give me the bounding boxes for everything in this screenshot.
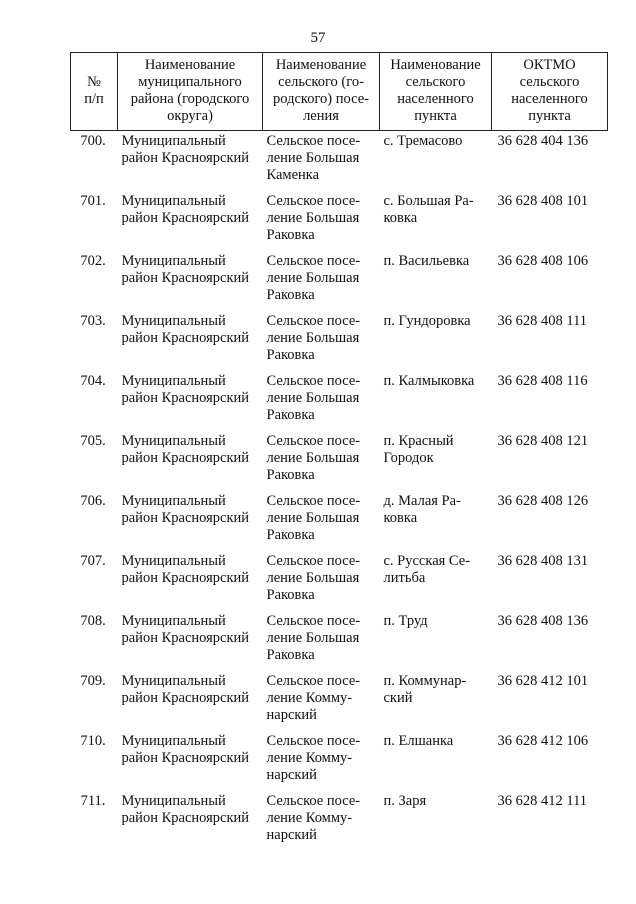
table-row bbox=[71, 373, 608, 433]
locality-name-cell bbox=[380, 733, 492, 793]
oktmo-code: 36 628 412 106 bbox=[497, 733, 589, 749]
oktmo-code-cell bbox=[492, 373, 608, 433]
row-number-cell bbox=[71, 313, 118, 373]
settlement-name: Сельское посе- ление Большая Раковка bbox=[266, 553, 361, 603]
row-number-cell bbox=[71, 131, 118, 194]
row-number-cell bbox=[71, 793, 118, 853]
header-district bbox=[118, 53, 263, 131]
district-name: Муниципальный район Красноярский bbox=[121, 253, 250, 286]
district-name-cell bbox=[118, 673, 263, 733]
oktmo-code-cell bbox=[492, 553, 608, 613]
row-number: 701. bbox=[80, 193, 106, 209]
locality-name: п. Гундоровка bbox=[383, 313, 471, 329]
settlement-name: Сельское посе- ление Большая Раковка bbox=[266, 373, 361, 423]
settlement-name: Сельское посе- ление Комму- нарский bbox=[266, 673, 361, 723]
settlement-name: Сельское посе- ление Комму- нарский bbox=[266, 733, 361, 783]
district-name: Муниципальный район Красноярский bbox=[121, 613, 250, 646]
locality-name: п. Елшанка bbox=[383, 733, 454, 749]
settlement-name-cell bbox=[263, 373, 380, 433]
table-header bbox=[71, 53, 608, 131]
table-row bbox=[71, 553, 608, 613]
district-name: Муниципальный район Красноярский bbox=[121, 133, 250, 166]
district-name-cell bbox=[118, 613, 263, 673]
settlement-name-cell bbox=[263, 433, 380, 493]
oktmo-code: 36 628 408 116 bbox=[497, 373, 588, 389]
header-locality bbox=[380, 53, 492, 131]
locality-name: п. Красный Городок bbox=[383, 433, 454, 466]
row-number-cell bbox=[71, 493, 118, 553]
district-name-cell bbox=[118, 193, 263, 253]
settlement-name-cell bbox=[263, 553, 380, 613]
oktmo-code-cell bbox=[492, 433, 608, 493]
oktmo-code: 36 628 408 136 bbox=[497, 613, 589, 629]
row-number: 708. bbox=[80, 613, 106, 629]
district-name: Муниципальный район Красноярский bbox=[121, 373, 250, 406]
row-number-cell bbox=[71, 613, 118, 673]
oktmo-code-cell bbox=[492, 253, 608, 313]
locality-name-cell bbox=[380, 193, 492, 253]
locality-name: п. Васильевка bbox=[383, 253, 470, 269]
row-number-cell bbox=[71, 253, 118, 313]
settlement-name-cell bbox=[263, 313, 380, 373]
locality-name: с. Тремасово bbox=[383, 133, 463, 149]
locality-name-cell bbox=[380, 433, 492, 493]
header-number bbox=[71, 53, 118, 131]
locality-name-cell bbox=[380, 131, 492, 194]
oktmo-code-cell bbox=[492, 673, 608, 733]
header-row bbox=[71, 53, 608, 131]
row-number-cell bbox=[71, 373, 118, 433]
locality-name: п. Коммунар- ский bbox=[383, 673, 467, 706]
locality-name-cell bbox=[380, 613, 492, 673]
locality-name-cell bbox=[380, 373, 492, 433]
row-number: 709. bbox=[80, 673, 106, 689]
table-row bbox=[71, 433, 608, 493]
district-name: Муниципальный район Красноярский bbox=[121, 733, 250, 766]
district-name: Муниципальный район Красноярский bbox=[121, 793, 250, 826]
header-number-text: № п/п bbox=[84, 74, 104, 107]
row-number: 707. bbox=[80, 553, 106, 569]
locality-name-cell bbox=[380, 493, 492, 553]
row-number: 700. bbox=[80, 133, 106, 149]
row-number: 702. bbox=[80, 253, 106, 269]
district-name: Муниципальный район Красноярский bbox=[121, 193, 250, 226]
row-number: 705. bbox=[80, 433, 106, 449]
settlement-name: Сельское посе- ление Большая Каменка bbox=[266, 133, 361, 183]
settlement-name-cell bbox=[263, 193, 380, 253]
oktmo-code: 36 628 408 121 bbox=[497, 433, 589, 449]
locality-name: п. Заря bbox=[383, 793, 427, 809]
oktmo-code: 36 628 408 131 bbox=[497, 553, 589, 569]
settlement-name-cell bbox=[263, 673, 380, 733]
settlement-name: Сельское посе- ление Комму- нарский bbox=[266, 793, 361, 843]
oktmo-code-cell bbox=[492, 193, 608, 253]
header-district-text: Наименование муниципального района (городского округа) bbox=[130, 57, 250, 124]
row-number: 703. bbox=[80, 313, 106, 329]
oktmo-code: 36 628 412 111 bbox=[497, 793, 588, 809]
locality-name: д. Малая Ра- ковка bbox=[383, 493, 461, 526]
table-row bbox=[71, 253, 608, 313]
oktmo-code-cell bbox=[492, 793, 608, 853]
page-number: 57 bbox=[310, 30, 326, 46]
row-number-cell bbox=[71, 733, 118, 793]
district-name: Муниципальный район Красноярский bbox=[121, 493, 250, 526]
row-number-cell bbox=[71, 553, 118, 613]
locality-name-cell bbox=[380, 553, 492, 613]
table-row bbox=[71, 733, 608, 793]
settlement-name: Сельское посе- ление Большая Раковка bbox=[266, 433, 361, 483]
district-name-cell bbox=[118, 553, 263, 613]
locality-name-cell bbox=[380, 253, 492, 313]
table-row bbox=[71, 613, 608, 673]
table-row bbox=[71, 313, 608, 373]
settlement-name-cell bbox=[263, 793, 380, 853]
table-body bbox=[71, 131, 608, 854]
settlement-name-cell bbox=[263, 493, 380, 553]
table-row bbox=[71, 793, 608, 853]
row-number-cell bbox=[71, 193, 118, 253]
district-name-cell bbox=[118, 493, 263, 553]
district-name-cell bbox=[118, 733, 263, 793]
locality-name: с. Русская Се- литьба bbox=[383, 553, 471, 586]
oktmo-code: 36 628 408 126 bbox=[497, 493, 589, 509]
district-name-cell bbox=[118, 373, 263, 433]
district-name: Муниципальный район Красноярский bbox=[121, 313, 250, 346]
settlement-name: Сельское посе- ление Большая Раковка bbox=[266, 493, 361, 543]
table-row bbox=[71, 673, 608, 733]
table-row bbox=[71, 493, 608, 553]
header-settlement-text: Наименование сельского (го- родского) посе- ления bbox=[273, 57, 369, 124]
district-name-cell bbox=[118, 793, 263, 853]
header-oktmo bbox=[492, 53, 608, 131]
locality-name: п. Труд bbox=[383, 613, 428, 629]
oktmo-code: 36 628 412 101 bbox=[497, 673, 589, 689]
district-name: Муниципальный район Красноярский bbox=[121, 433, 250, 466]
oktmo-code: 36 628 408 106 bbox=[497, 253, 589, 269]
oktmo-code-cell bbox=[492, 613, 608, 673]
localities-table bbox=[70, 52, 608, 853]
row-number: 704. bbox=[80, 373, 106, 389]
locality-name: п. Калмыковка bbox=[383, 373, 475, 389]
district-name: Муниципальный район Красноярский bbox=[121, 553, 250, 586]
row-number-cell bbox=[71, 673, 118, 733]
locality-name-cell bbox=[380, 673, 492, 733]
locality-name-cell bbox=[380, 313, 492, 373]
table-row bbox=[71, 193, 608, 253]
header-locality-text: Наименование сельского населенного пункта bbox=[390, 57, 481, 124]
oktmo-code-cell bbox=[492, 733, 608, 793]
settlement-name-cell bbox=[263, 131, 380, 194]
settlement-name: Сельское посе- ление Большая Раковка bbox=[266, 613, 361, 663]
settlement-name-cell bbox=[263, 253, 380, 313]
oktmo-code: 36 628 404 136 bbox=[497, 133, 589, 149]
district-name-cell bbox=[118, 253, 263, 313]
header-oktmo-text: ОКТМО сельского населенного пункта bbox=[511, 57, 588, 124]
oktmo-code: 36 628 408 101 bbox=[497, 193, 589, 209]
settlement-name: Сельское посе- ление Большая Раковка bbox=[266, 253, 361, 303]
row-number: 710. bbox=[80, 733, 106, 749]
row-number-cell bbox=[71, 433, 118, 493]
oktmo-code: 36 628 408 111 bbox=[497, 313, 588, 329]
settlement-name-cell bbox=[263, 733, 380, 793]
district-name: Муниципальный район Красноярский bbox=[121, 673, 250, 706]
table-row bbox=[71, 131, 608, 194]
row-number: 711. bbox=[80, 793, 106, 809]
district-name-cell bbox=[118, 433, 263, 493]
row-number: 706. bbox=[80, 493, 106, 509]
locality-name-cell bbox=[380, 793, 492, 853]
locality-name: с. Большая Ра- ковка bbox=[383, 193, 474, 226]
district-name-cell bbox=[118, 313, 263, 373]
settlement-name: Сельское посе- ление Большая Раковка bbox=[266, 193, 361, 243]
settlement-name: Сельское посе- ление Большая Раковка bbox=[266, 313, 361, 363]
oktmo-code-cell bbox=[492, 313, 608, 373]
header-settlement bbox=[263, 53, 380, 131]
settlement-name-cell bbox=[263, 613, 380, 673]
oktmo-code-cell bbox=[492, 131, 608, 194]
oktmo-code-cell bbox=[492, 493, 608, 553]
district-name-cell bbox=[118, 131, 263, 194]
